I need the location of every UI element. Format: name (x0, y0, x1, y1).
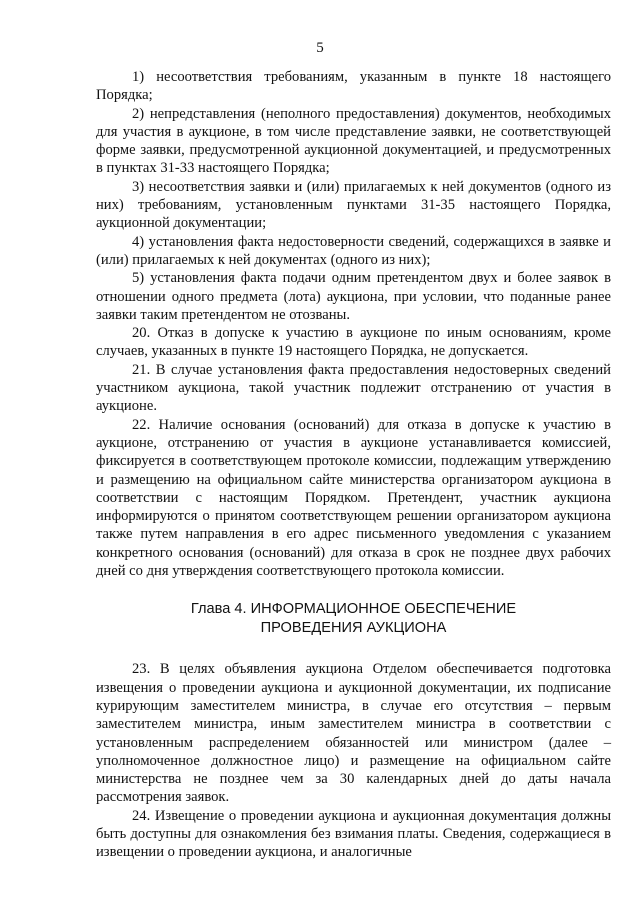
clause-20: 20. Отказ в допуске к участию в аукционе по иным основаниям, кроме случаев, указанных в пункте 19 настоящего Порядка, не допускается. (96, 325, 611, 360)
list-item-5: 5) установления факта подачи одним претендентом двух и более заявок в отношении одного предмета (лота) аукциона, при условии, что поданные ранее заявки таким претендентом не отозваны. (96, 270, 611, 323)
list-item-4: 4) установления факта недостоверности сведений, содержащихся в заявке и (или) прилагаемых к ней документах (одного из них); (96, 233, 611, 268)
clause-22: 22. Наличие основания (оснований) для отказа в допуске к участию в аукционе, отстранению от участия в аукционе устанавливается комиссией, фиксируется в соответствующем протоколе комиссии, подлежащим утверждению и размещению на официальном сайте министерства организатором аукциона в соответствии с настоящим Порядком. Претендент, участник аукциона информируются о принятом соответствующем решении организатором аукциона также путем направления в его адрес письменного уведомления с указанием конкретного основания (оснований) для отказа в срок не позднее двух рабочих дней со дня утверждения соответствующего протокола комиссии. (96, 416, 611, 580)
document-body (96, 68, 611, 862)
chapter-heading-line-2: ПРОВЕДЕНИЯ АУКЦИОНА (260, 620, 447, 637)
list-item-2: 2) непредставления (неполного предоставления) документов, необходимых для участия в аукционе, в том числе представление заявки, не соответствующей форме заявки, предусмотренной аукционной документацией, и предусмотренных в пунктах 31-33 настоящего Порядка; (96, 105, 611, 177)
list-item-1: 1) несоответствия требованиям, указанным в пункте 18 настоящего Порядка; (96, 69, 611, 104)
clause-24: 24. Извещение о проведении аукциона и аукционная документация должны быть доступны для ознакомления без взимания платы. Сведения, содержащиеся в извещении о проведении аукциона, и аналогичные (96, 807, 611, 861)
chapter-heading-line-1: Глава 4. ИНФОРМАЦИОННОЕ ОБЕСПЕЧЕНИЕ (190, 601, 517, 618)
page-number: 5 (316, 40, 324, 56)
list-item-3: 3) несоответствия заявки и (или) прилагаемых к ней документов (одного из них) требованиям, установленным пунктами 31-35 настоящего Порядка, аукционной документации; (96, 178, 611, 232)
chapter-heading (96, 600, 611, 638)
clause-23: 23. В целях объявления аукциона Отделом обеспечивается подготовка извещения о проведении аукциона и аукционной документации, их подписание курирующим заместителем министра, в случае его отсутствия – первым заместителем министра, иным заместителем министра в соответствии с установленным распределением обязанностей или министром (далее – уполномоченное должностное лицо) и размещение на официальном сайте министерства не позднее чем за 30 календарных дней до даты начала рассмотрения заявок. (96, 661, 611, 806)
clause-21: 21. В случае установления факта предоставления недостоверных сведений участником аукциона, такой участник подлежит отстранению от участия в аукционе. (96, 361, 611, 415)
